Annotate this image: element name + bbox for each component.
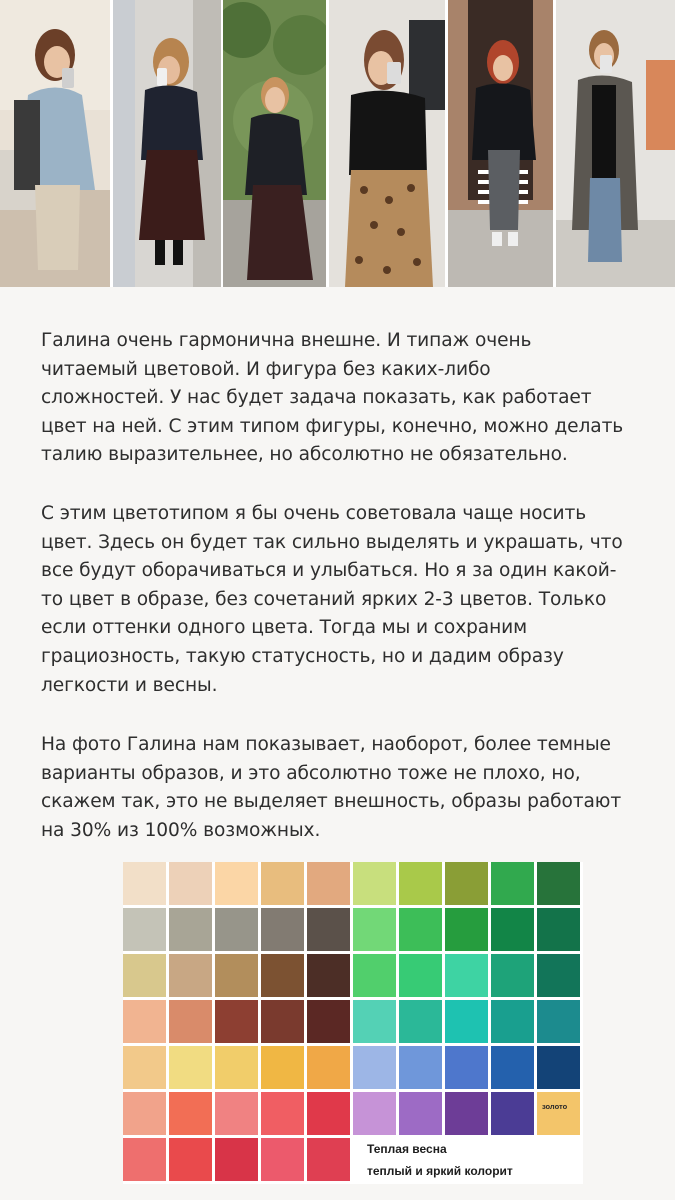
- color-palette: [123, 862, 583, 1184]
- paragraph-line: читаемый цветовой. И фигура без каких-либо: [41, 358, 491, 380]
- color-swatch: [537, 954, 580, 997]
- color-swatch: [169, 954, 212, 997]
- color-swatch: [537, 862, 580, 905]
- color-swatch: [491, 862, 534, 905]
- color-swatch: [399, 908, 442, 951]
- outfit-photo-6: [556, 0, 675, 287]
- palette-caption-subtitle: теплый и яркий колорит: [367, 1164, 513, 1178]
- paragraph-line: На фото Галина нам показывает, наоборот, более темные: [41, 734, 611, 755]
- color-swatch: [123, 1046, 166, 1089]
- color-swatch: [353, 1092, 396, 1135]
- color-swatch: [491, 1092, 534, 1135]
- color-swatch: [537, 1046, 580, 1089]
- outfit-photo-5: [448, 0, 553, 287]
- color-swatch: [123, 1138, 166, 1181]
- color-swatch: [537, 1092, 580, 1135]
- color-swatch: [123, 1000, 166, 1043]
- color-swatch: [445, 908, 488, 951]
- color-swatch: [445, 1000, 488, 1043]
- color-swatch: [261, 862, 304, 905]
- color-swatch: [399, 862, 442, 905]
- color-swatch: [307, 954, 350, 997]
- paragraph-line: талию выразительнее, но абсолютно не обязательно.: [41, 444, 568, 466]
- paragraph-1: [41, 327, 641, 470]
- paragraph-line: на 30% из 100% возможных.: [41, 819, 321, 841]
- paragraph-line: Галина очень гармонична внешне. И типаж очень: [41, 330, 532, 351]
- color-swatch: [123, 908, 166, 951]
- paragraph-line: грациозность, такую статусность, но и дадим образу: [41, 645, 564, 667]
- paragraph-line: легкости и весны.: [41, 674, 218, 696]
- color-swatch: [123, 862, 166, 905]
- color-swatch: [307, 1092, 350, 1135]
- color-swatch: [123, 1092, 166, 1135]
- paragraph-3: [41, 731, 641, 845]
- color-swatch: [353, 1046, 396, 1089]
- color-swatch: [307, 862, 350, 905]
- color-swatch: [445, 1046, 488, 1089]
- paragraph-line: цвет на ней. С этим типом фигуры, конечно, можно делать: [41, 415, 624, 437]
- paragraph-line: С этим цветотипом я бы очень советовала чаще носить: [41, 503, 587, 524]
- color-swatch: [491, 1000, 534, 1043]
- color-swatch: [215, 1138, 258, 1181]
- color-swatch: [537, 908, 580, 951]
- color-swatch: [353, 1000, 396, 1043]
- color-swatch: [261, 1000, 304, 1043]
- color-swatch: [215, 1092, 258, 1135]
- palette-caption: [367, 1138, 513, 1182]
- color-swatch: [307, 908, 350, 951]
- color-swatch: [491, 1046, 534, 1089]
- paragraph-line: то цвет в образе, без сочетаний ярких 2-3 цветов. Только: [41, 588, 607, 610]
- color-swatch: [169, 908, 212, 951]
- color-swatch: [307, 1046, 350, 1089]
- color-swatch: [353, 908, 396, 951]
- color-swatch: [169, 1000, 212, 1043]
- outfit-photo-3: [223, 0, 326, 287]
- color-swatch: [353, 862, 396, 905]
- outfit-photo-strip: [0, 0, 675, 287]
- color-swatch: [445, 862, 488, 905]
- outfit-photo-2: [113, 0, 221, 287]
- color-swatch: [215, 1000, 258, 1043]
- color-swatch: [399, 954, 442, 997]
- color-swatch: [215, 908, 258, 951]
- color-swatch: [491, 954, 534, 997]
- paragraph-line: скажем так, это не выделяет внешность, образы работают: [41, 791, 622, 813]
- color-swatch: [215, 954, 258, 997]
- color-swatch: [261, 1046, 304, 1089]
- color-swatch: [307, 1000, 350, 1043]
- color-swatch: [399, 1092, 442, 1135]
- color-swatch: [123, 954, 166, 997]
- outfit-photo-4: [329, 0, 445, 287]
- color-swatch: [399, 1046, 442, 1089]
- color-swatch: [445, 1092, 488, 1135]
- color-swatch: [169, 1138, 212, 1181]
- color-swatch: [445, 954, 488, 997]
- color-swatch: [261, 908, 304, 951]
- color-swatch: [261, 954, 304, 997]
- color-swatch: [307, 1138, 350, 1181]
- color-swatch: [169, 1092, 212, 1135]
- color-swatch: [491, 908, 534, 951]
- paragraph-line: сложностей. У нас будет задача показать, как работает: [41, 387, 592, 409]
- gold-swatch-label: золото: [542, 1102, 568, 1111]
- outfit-photo-1: [0, 0, 110, 287]
- color-swatch: [399, 1000, 442, 1043]
- paragraph-line: если оттенки одного цвета. Тогда мы и сохраним: [41, 617, 528, 639]
- color-swatch: [353, 954, 396, 997]
- paragraph-line: цвет. Здесь он будет так сильно выделять и украшать, что: [41, 531, 623, 553]
- paragraph-line: все будут оборачиваться и улыбаться. Но я за один какой-: [41, 560, 617, 582]
- paragraph-2: [41, 500, 641, 700]
- color-swatch: [537, 1000, 580, 1043]
- color-swatch: [215, 862, 258, 905]
- paragraph-line: варианты образов, и это абсолютно тоже не плохо, но,: [41, 762, 581, 784]
- color-swatch: [215, 1046, 258, 1089]
- color-swatch: [169, 1046, 212, 1089]
- color-swatch: [261, 1138, 304, 1181]
- color-swatch: [261, 1092, 304, 1135]
- palette-caption-title: Теплая весна: [367, 1142, 447, 1156]
- color-swatch: [169, 862, 212, 905]
